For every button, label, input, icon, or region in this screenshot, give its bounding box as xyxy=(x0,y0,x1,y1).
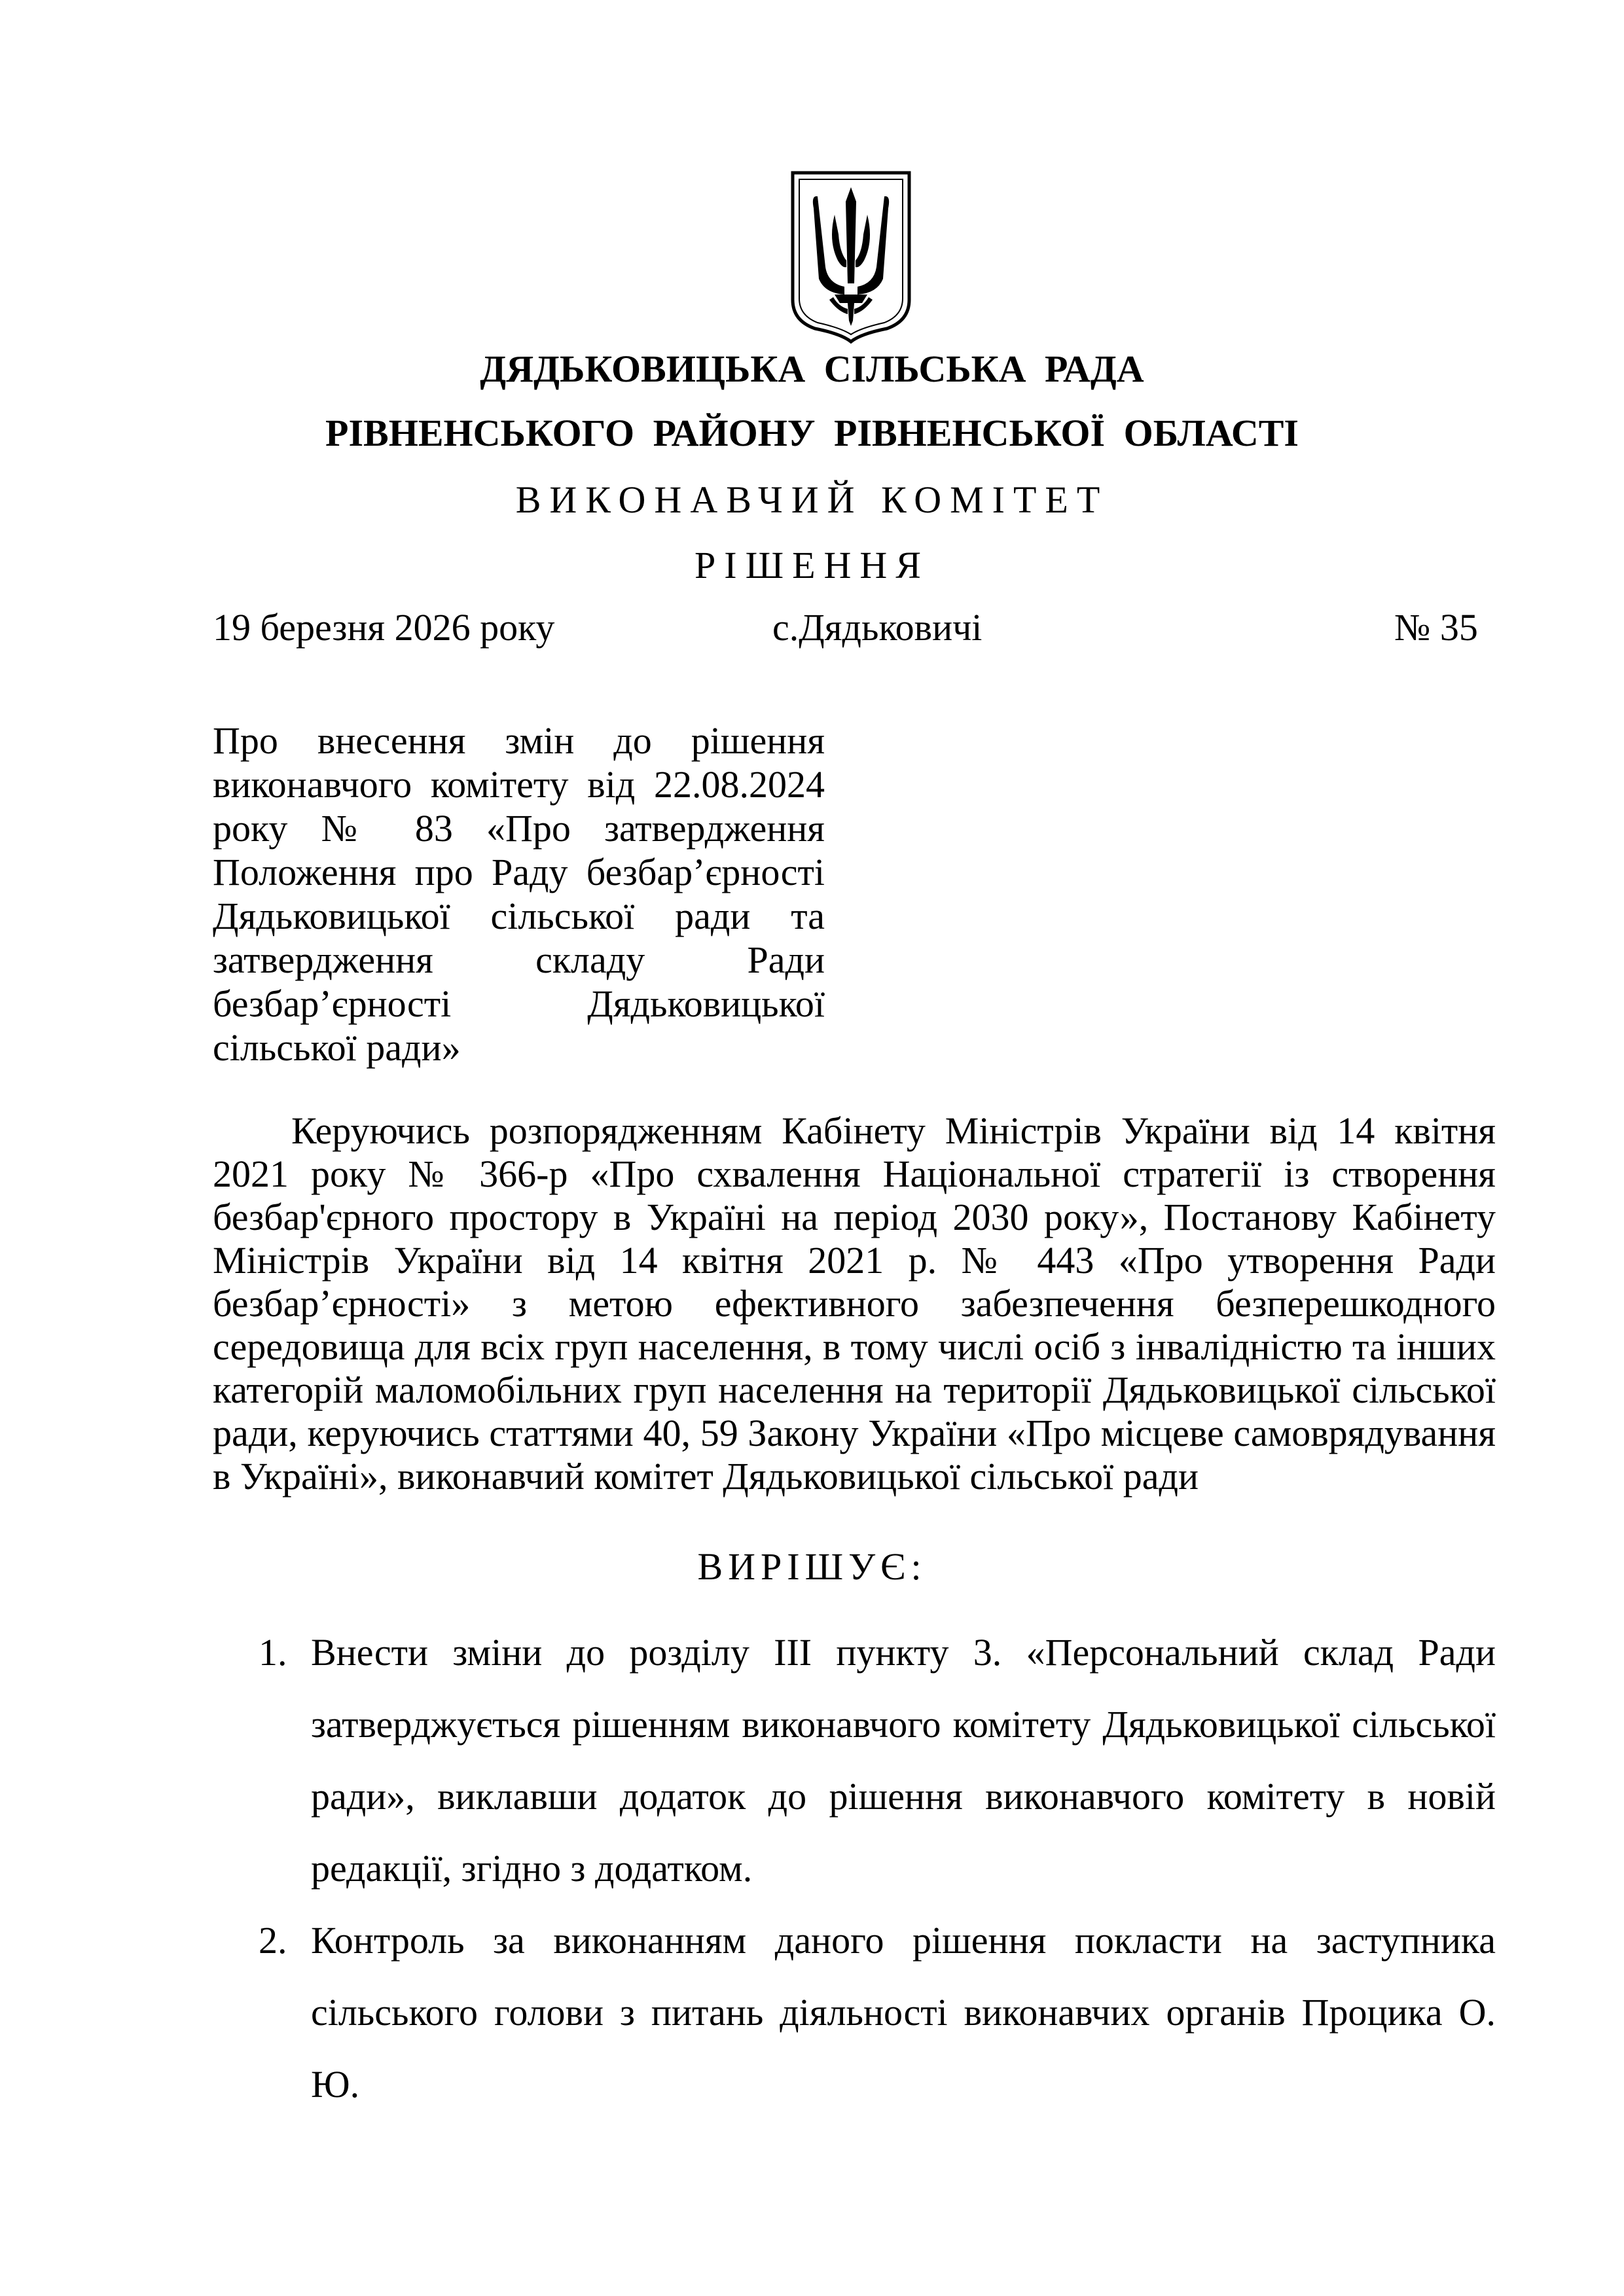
document-date: 19 березня 2026 року xyxy=(213,606,555,649)
committee-name: ВИКОНАВЧИЙ КОМІТЕТ xyxy=(515,478,1109,521)
council-name: ДЯДЬКОВИЦЬКА СІЛЬСЬКА РАДА xyxy=(480,348,1144,390)
decision-item xyxy=(213,1905,1496,2121)
coat-of-arms xyxy=(789,169,913,344)
decision-subject: Про внесення змін до рішення виконавчого комітету від 22.08.2024 року № 83 «Про затвердження Положення про Раду безбар’єрності Дядьковицької сільської ради та затвердження складу Ради безбар’єрності Дядьковицької сільської ради» xyxy=(213,719,825,1069)
resolves-heading: ВИРІШУЄ: xyxy=(697,1545,927,1588)
document-number: № 35 xyxy=(1394,606,1478,649)
decision-item-text: Внести зміни до розділу ІІІ пункту 3. «Персональний склад Ради затверджується рішенням виконавчого комітету Дядьковицької сільської ради», виклавши додаток до рішення виконавчого комітету в новій редакції, згідно з додатком. xyxy=(311,1631,1496,1890)
decision-item xyxy=(213,1617,1496,1905)
decision-item-text: Контроль за виконанням даного рішення покласти на заступника сільського голови з питань діяльності виконавчих органів Процика О. Ю. xyxy=(311,1919,1496,2106)
decision-item-number: 2. xyxy=(259,1919,287,1962)
district-name: РІВНЕНСЬКОГО РАЙОНУ РІВНЕНСЬКОЇ ОБЛАСТІ xyxy=(325,412,1299,454)
tryzub-coat-of-arms-icon xyxy=(789,169,913,344)
preamble-paragraph: Керуючись розпорядженням Кабінету Міністрів України від 14 квітня 2021 року № 366-р «Про схвалення Національної стратегії із створення безбар'єрного простору в Україні на період 2030 року», Постанову Кабінету Міністрів України від 14 квітня 2021 р. № 443 «Про утворення Ради безбар’єрності» з метою ефективного забезпечення безперешкодного середовища для всіх груп населення, в тому числі осіб з інвалідністю та інших категорій маломобільних груп населення на території Дядьковицької сільської ради, керуючись статтями 40, 59 Закону України «Про місцеве самоврядування в Україні», виконавчий комітет Дядьковицької сільської ради xyxy=(213,1109,1496,1498)
decision-items xyxy=(213,1617,1496,2121)
document-type: РІШЕННЯ xyxy=(695,544,929,586)
decision-item-number: 1. xyxy=(259,1631,287,1674)
document-place: с.Дядьковичі xyxy=(772,606,983,649)
